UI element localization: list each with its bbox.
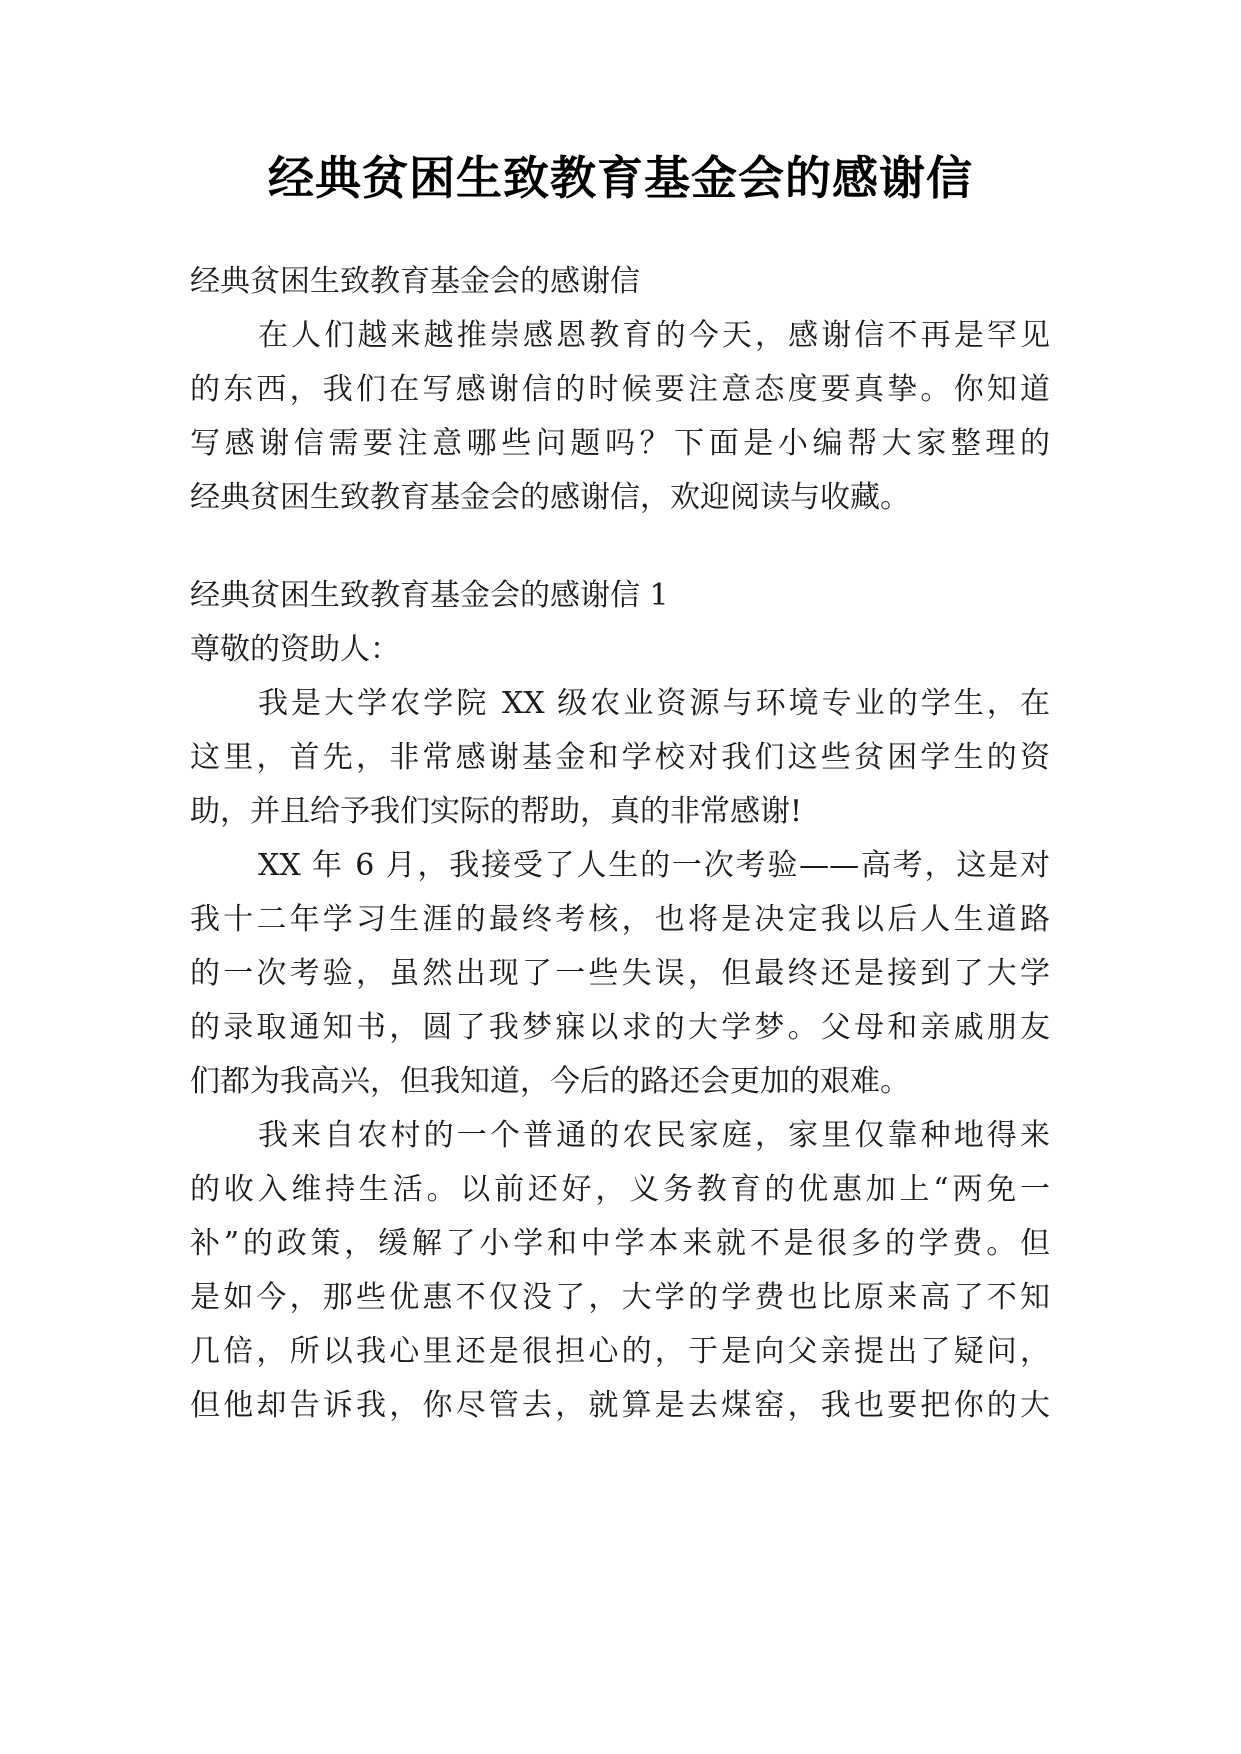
intro-line: 的东西，我们在写感谢信的时候要注意态度要真挚。你知道 — [190, 372, 1050, 407]
document-title: 经典贫困生致教育基金会的感谢信 — [268, 151, 973, 205]
paragraph-line: 我来自农村的一个普通的农民家庭，家里仅靠种地得来 — [258, 1118, 1050, 1153]
paragraph-line: 是如今，那些优惠不仅没了，大学的学费也比原来高了不知 — [190, 1280, 1050, 1315]
paragraph-line: 助，并且给予我们实际的帮助，真的非常感谢! — [190, 794, 803, 829]
paragraph-line: 这里，首先，非常感谢基金和学校对我们这些贫困学生的资 — [190, 740, 1050, 775]
intro-line: 经典贫困生致教育基金会的感谢信，欢迎阅读与收藏。 — [190, 480, 910, 515]
paragraph-line: 我是大学农学院 XX 级农业资源与环境专业的学生，在 — [258, 686, 1050, 721]
subtitle-line: 经典贫困生致教育基金会的感谢信 — [190, 264, 640, 299]
document-body — [190, 262, 1050, 1622]
paragraph-line: 几倍，所以我心里还是很担心的，于是向父亲提出了疑问， — [190, 1334, 1050, 1369]
paragraph-line: 的一次考验，虽然出现了一些失误，但最终还是接到了大学 — [190, 956, 1050, 991]
paragraph-line: 的录取通知书，圆了我梦寐以求的大学梦。父母和亲戚朋友 — [190, 1010, 1050, 1045]
letter-heading: 经典贫困生致教育基金会的感谢信 1 — [190, 578, 669, 613]
paragraph-line: XX 年 6 月，我接受了人生的一次考验——高考，这是对 — [258, 848, 1050, 883]
salutation: 尊敬的资助人： — [190, 632, 400, 667]
intro-line: 写感谢信需要注意哪些问题吗？下面是小编帮大家整理的 — [190, 426, 1050, 461]
paragraph-line: 补”的政策，缓解了小学和中学本来就不是很多的学费。但 — [190, 1226, 1050, 1261]
paragraph-line: 的收入维持生活。以前还好，义务教育的优惠加上“两免一 — [190, 1172, 1050, 1207]
intro-line: 在人们越来越推崇感恩教育的今天，感谢信不再是罕见 — [258, 318, 1050, 353]
paragraph-line: 们都为我高兴，但我知道，今后的路还会更加的艰难。 — [190, 1064, 910, 1099]
paragraph-line: 但他却告诉我，你尽管去，就算是去煤窑，我也要把你的大 — [190, 1388, 1050, 1423]
paragraph-line: 我十二年学习生涯的最终考核，也将是决定我以后人生道路 — [190, 902, 1050, 937]
